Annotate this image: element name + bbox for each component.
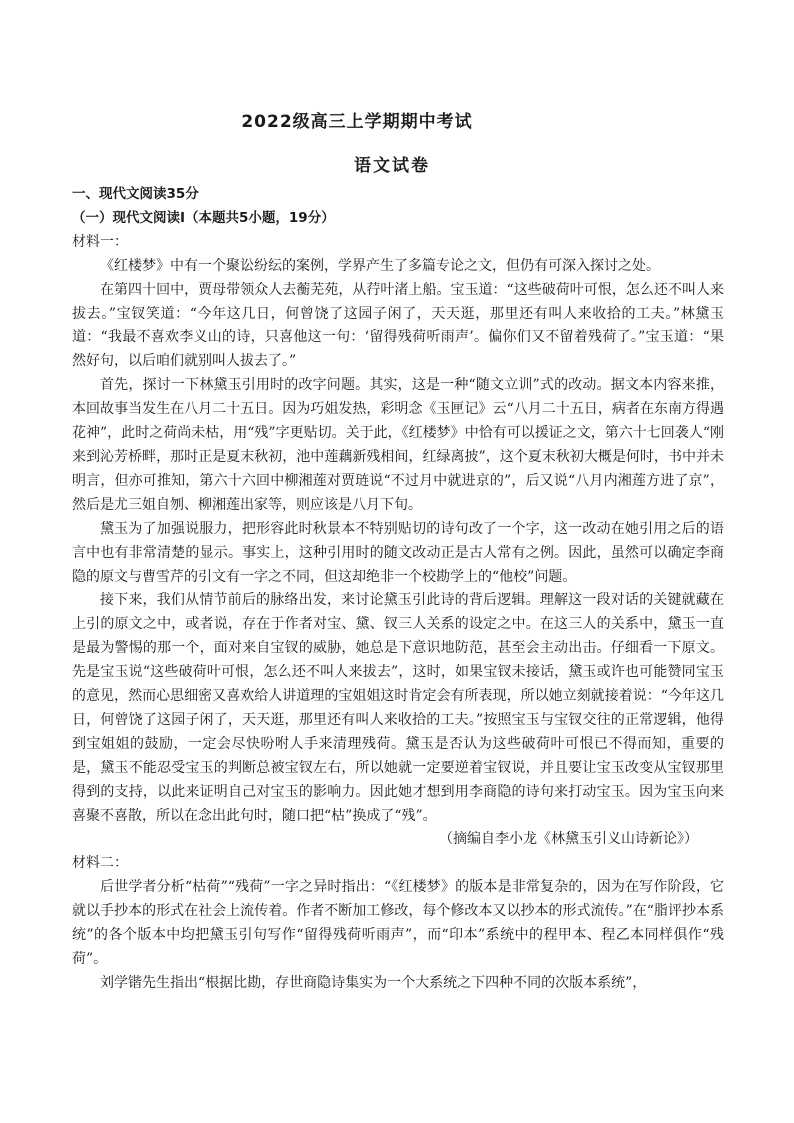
exam-title: 2022级高三上学期期中考试 xyxy=(241,112,473,132)
sub-section-heading: （一）现代文阅读Ⅰ（本题共5小题，19分） xyxy=(72,209,335,226)
paragraph: 后世学者分析“枯荷”“残荷”一字之异时指出：“《红楼梦》的版本是非常复杂的，因为在写作阶段，它就以手抄本的形式在社会上流传着。作者不断加工修改，每个修改本又以抄本的形式流传。”在“脂评抄本系统”的各个版本中均把黛玉引句写作“留得残荷听雨声”，而“印本”系统中的程甲本、程乙本同样俱作“残荷”。 xyxy=(72,879,724,967)
material-one-label: 材料一： xyxy=(72,233,128,250)
source-citation: （摘编自李小龙《林黛玉引义山诗新论》） xyxy=(439,831,698,848)
exam-body xyxy=(72,183,724,996)
paragraph: 黛玉为了加强说服力，把形容此时秋景本不特别贴切的诗句改了一个字，这一改动在她引用之后的语言中也有非常清楚的显示。事实上，这种引用时的随文改动正是古人常有之例。因此，虽然可以确定李商隐的原文与曹雪芹的引文有一字之不同，但这却绝非一个校勘学上的“他校”问题。 xyxy=(72,520,724,585)
paragraph: 在第四十回中，贾母带领众人去蘅芜苑，从荇叶渚上船。宝玉道：“这些破荷叶可恨，怎么还不叫人来拔去。”宝钗笑道：“今年这几日，何曾饶了这园子闲了，天天逛，那里还有叫人来收拾的工夫。”林黛玉道：“我最不喜欢李义山的诗，只喜他这一句：‘留得残荷听雨声’。偏你们又不留着残荷了。”宝玉道：“果然好句，以后咱们就别叫人拔去了。” xyxy=(72,281,724,370)
paragraph: 接下来，我们从情节前后的脉络出发，来讨论黛玉引此诗的背后逻辑。理解这一段对话的关键就藏在上引的原文之中，或者说，存在于作者对宝、黛、钗三人关系的设定之中。在这三人的关系中，黛玉一直是最为警惕的那一个，面对来自宝钗的威胁，她总是下意识地防范，甚至会主动出击。仔细看一下原文。先是宝玉说“这些破荷叶可恨，怎么还不叫人来拔去”，这时，如果宝钗未接话，黛玉或许也可能赞同宝玉的意见，然而心思细密又喜欢给人讲道理的宝姐姐这时肯定会有所表现，所以她立刻就接着说：“今年这几日，何曾饶了这园子闲了，天天逛，那里还有叫人来收拾的工夫。”按照宝玉与宝钗交往的正常逻辑，他得到宝姐姐的鼓励，一定会尽快吩咐人手来清理残荷。黛玉是否认为这些破荷叶可恨已不得而知，重要的是，黛玉不能忍受宝玉的判断总被宝钗左右，所以她就一定要逆着宝钗说，并且要让宝玉改变从宝钗那里得到的支持，以此来证明自己对宝玉的影响力。因此她才想到用李商隐的诗句来打动宝玉。因为宝玉向来喜聚不喜散，所以在念出此句时，随口把“枯”换成了“残”。 xyxy=(72,592,724,824)
exam-subject: 语文试卷 xyxy=(354,156,430,176)
paragraph: 刘学锴先生指出“根据比勘，存世商隐诗集实为一个大系统之下四种不同的次版本系统”， xyxy=(100,974,647,991)
section-heading: 一、现代文阅读35分 xyxy=(72,186,199,202)
paragraph: 《红楼梦》中有一个聚讼纷纭的案例，学界产生了多篇专论之文，但仍有可深入探讨之处。 xyxy=(100,257,660,274)
material-two-label: 材料二： xyxy=(72,855,128,872)
paragraph: 首先，探讨一下林黛玉引用时的改字问题。其实，这是一种“随文立训”式的改动。据文本内容来推，本回故事当发生在八月二十五日。因为巧姐发热，彩明念《玉匣记》云“八月二十五日，病者在东南方得遇花神”，此时之荷尚未枯，用“残”字更贴切。关于此，《红楼梦》中恰有可以援证之文，第六十七回袭人“刚来到沁芳桥畔，那时正是夏末秋初，池中莲藕新残相间，红绿离披”，这个夏末秋初大概是何时，书中并未明言，但亦可推知，第六十六回中柳湘莲对贾琏说“不过月中就进京的”，后又说“八月内湘莲方进了京”，然后是尤三姐自刎、柳湘莲出家等，则应该是八月下旬。 xyxy=(72,377,724,513)
